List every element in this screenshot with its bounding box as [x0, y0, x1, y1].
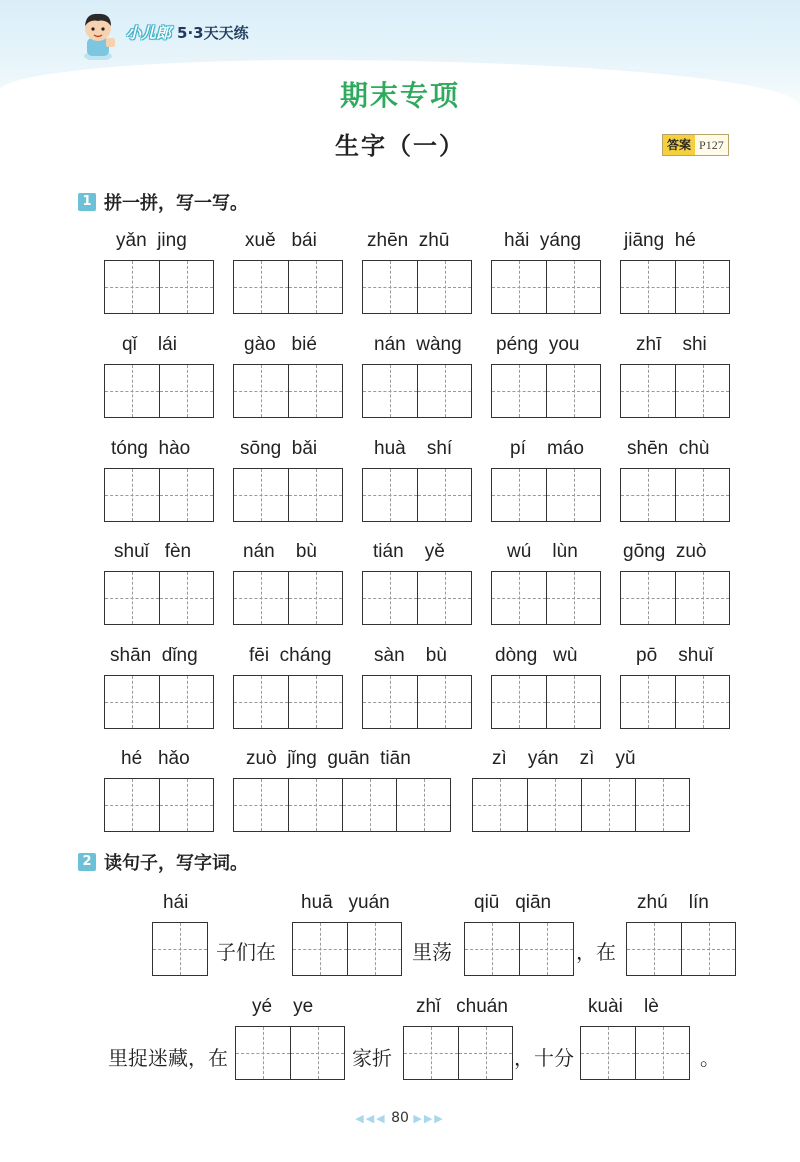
- pinyin-label: nán wàng: [374, 334, 462, 355]
- pinyin-label: nán bù: [243, 541, 317, 562]
- writing-grid[interactable]: [233, 468, 343, 522]
- writing-grid[interactable]: [233, 364, 343, 418]
- writing-grid[interactable]: [104, 260, 214, 314]
- mascot-boy-icon: [76, 10, 120, 60]
- writing-grid[interactable]: [491, 260, 601, 314]
- pinyin-label: xuě bái: [245, 230, 317, 251]
- writing-grid[interactable]: [403, 1026, 513, 1080]
- pinyin-label: hé hǎo: [121, 748, 190, 769]
- writing-grid[interactable]: [362, 571, 472, 625]
- writing-grid[interactable]: [620, 468, 730, 522]
- page-title: 期末专项: [339, 79, 460, 112]
- brand-name: 小儿郎: [126, 24, 172, 42]
- sentence-text: 子们在: [216, 940, 276, 964]
- pinyin-label: gōng zuò: [623, 541, 707, 562]
- sentence-text: 里荡: [412, 940, 452, 964]
- pinyin-label: zì yán zì yǔ: [492, 748, 636, 769]
- pinyin-label: qǐ lái: [122, 334, 177, 355]
- pinyin-label: shuǐ fèn: [114, 541, 192, 562]
- left-arrows-icon: ◀◀◀: [355, 1112, 387, 1125]
- pinyin-label: fēi cháng: [249, 645, 332, 666]
- sentence-text: 家折: [352, 1046, 392, 1070]
- pinyin-label: kuài lè: [588, 996, 659, 1017]
- sentence-text: ，十分: [514, 1046, 574, 1070]
- sentence-text: 。: [700, 1046, 720, 1070]
- writing-grid[interactable]: [104, 778, 214, 832]
- question-1-instruction: 拼一拼，写一写。: [104, 193, 248, 214]
- pinyin-label: sàn bù: [374, 645, 447, 666]
- pinyin-label: shēn chù: [627, 438, 710, 459]
- pinyin-label: yé ye: [252, 996, 314, 1017]
- writing-grid[interactable]: [620, 260, 730, 314]
- pinyin-label: shān dǐng: [110, 645, 198, 666]
- pinyin-label: pō shuǐ: [636, 645, 714, 666]
- page-footer: [0, 1110, 800, 1126]
- question-1-number: 1: [78, 193, 96, 211]
- writing-grid[interactable]: [620, 364, 730, 418]
- writing-grid[interactable]: [620, 675, 730, 729]
- writing-grid[interactable]: [104, 364, 214, 418]
- pinyin-label: huà shí: [374, 438, 453, 459]
- pinyin-label: pí máo: [510, 438, 584, 459]
- writing-grid[interactable]: [152, 922, 208, 976]
- question-2-header: [78, 851, 248, 873]
- pinyin-label: dòng wù: [495, 645, 578, 666]
- writing-grid[interactable]: [491, 675, 601, 729]
- pinyin-label: qiū qiān: [474, 892, 552, 913]
- writing-grid[interactable]: [235, 1026, 345, 1080]
- writing-grid[interactable]: [620, 571, 730, 625]
- writing-grid[interactable]: [233, 675, 343, 729]
- pinyin-label: gào bié: [244, 334, 317, 355]
- writing-grid[interactable]: [362, 364, 472, 418]
- writing-grid[interactable]: [472, 778, 690, 832]
- answer-label: 答案: [663, 135, 695, 155]
- page-subtitle: 生字（一）: [335, 132, 465, 160]
- question-1-header: [78, 191, 248, 213]
- pinyin-label: tóng hào: [111, 438, 191, 459]
- sentence-text: ，在: [576, 940, 616, 964]
- writing-grid[interactable]: [464, 922, 574, 976]
- writing-grid[interactable]: [233, 778, 451, 832]
- pinyin-label: zhú lín: [637, 892, 709, 913]
- pinyin-label: hái: [163, 892, 189, 913]
- pinyin-label: yǎn jing: [116, 230, 187, 251]
- writing-grid[interactable]: [626, 922, 736, 976]
- writing-grid[interactable]: [491, 468, 601, 522]
- series-name: 5·3天天练: [177, 24, 249, 42]
- question-2-number: 2: [78, 853, 96, 871]
- pinyin-label: hǎi yáng: [504, 230, 582, 251]
- pinyin-label: jiāng hé: [624, 230, 696, 251]
- writing-grid[interactable]: [104, 675, 214, 729]
- writing-grid[interactable]: [362, 260, 472, 314]
- writing-grid[interactable]: [292, 922, 402, 976]
- question-2-instruction: 读句子，写字词。: [104, 853, 248, 874]
- pinyin-label: zuò jǐng guān tiān: [246, 748, 411, 769]
- writing-grid[interactable]: [104, 468, 214, 522]
- pinyin-label: tián yě: [373, 541, 445, 562]
- brand-logo: [126, 22, 249, 44]
- writing-grid[interactable]: [362, 675, 472, 729]
- answer-reference[interactable]: [662, 134, 729, 156]
- writing-grid[interactable]: [233, 571, 343, 625]
- page-number: 80: [391, 1110, 409, 1126]
- pinyin-label: sōng bǎi: [240, 438, 318, 459]
- writing-grid[interactable]: [580, 1026, 690, 1080]
- writing-grid[interactable]: [362, 468, 472, 522]
- sentence-text: 里捉迷藏，在: [108, 1046, 228, 1070]
- writing-grid[interactable]: [491, 364, 601, 418]
- writing-grid[interactable]: [233, 260, 343, 314]
- pinyin-label: huā yuán: [301, 892, 390, 913]
- pinyin-label: wú lùn: [507, 541, 578, 562]
- pinyin-label: péng you: [496, 334, 580, 355]
- writing-grid[interactable]: [104, 571, 214, 625]
- pinyin-label: zhī shi: [636, 334, 707, 355]
- answer-page: P127: [695, 135, 728, 155]
- writing-grid[interactable]: [491, 571, 601, 625]
- pinyin-label: zhēn zhū: [367, 230, 450, 251]
- pinyin-label: zhǐ chuán: [416, 996, 508, 1017]
- right-arrows-icon: ▶▶▶: [413, 1112, 445, 1125]
